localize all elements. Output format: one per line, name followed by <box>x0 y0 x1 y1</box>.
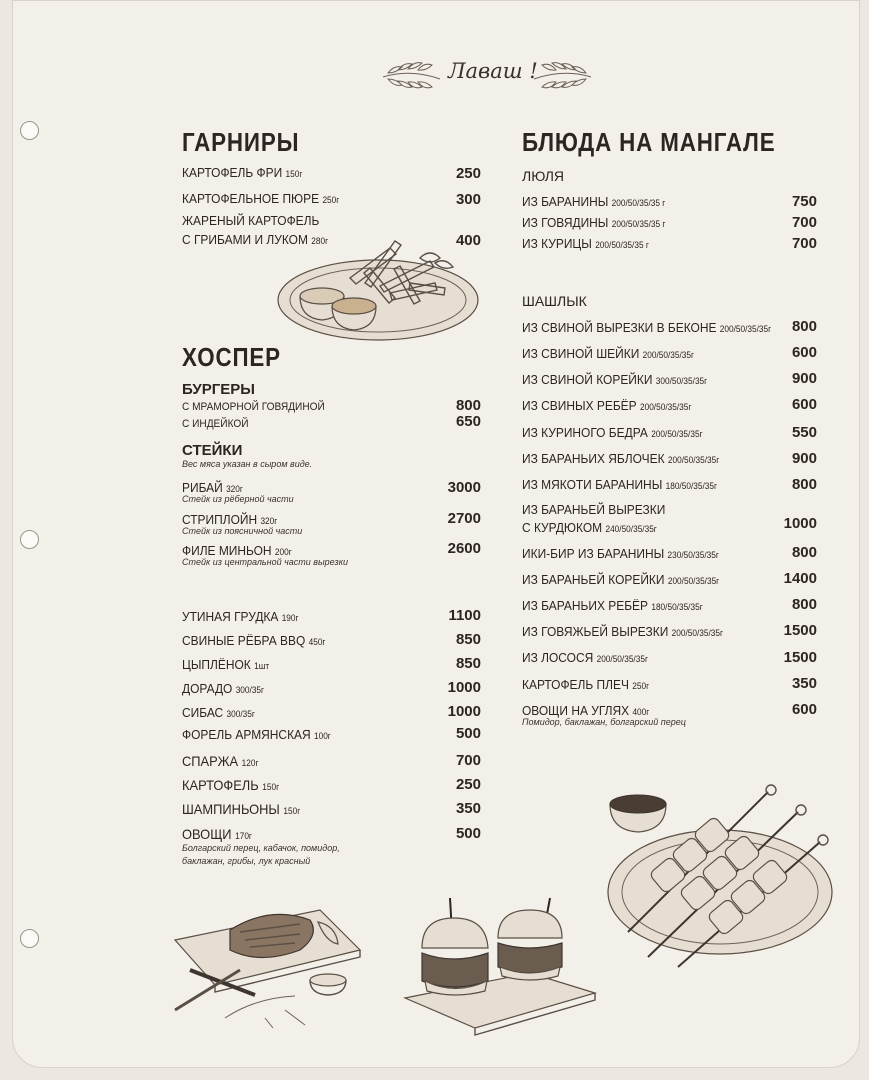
menu-item-price: 800 <box>791 318 817 335</box>
subsection-title-steaks: СТЕЙКИ <box>182 442 243 459</box>
menu-item: С ИНДЕЙКОЙ <box>182 418 249 430</box>
menu-item-price: 700 <box>791 214 817 231</box>
menu-item-price: 1000 <box>783 515 817 532</box>
menu-item-price: 2700 <box>447 510 481 527</box>
menu-item-price: 1400 <box>783 570 817 587</box>
menu-item: РИБАЙ 320г <box>182 480 243 495</box>
menu-item-price: 600 <box>791 701 817 718</box>
menu-item-price: 2600 <box>447 540 481 557</box>
menu-item-price: 700 <box>791 235 817 252</box>
menu-item-price: 900 <box>791 450 817 467</box>
menu-item: ИЗ БАРАНИНЫ 200/50/35/35 г <box>522 194 666 209</box>
fries-illustration <box>270 238 486 348</box>
menu-item: ИЗ ЛОСОСЯ 200/50/35/35г <box>522 650 648 665</box>
menu-item-price: 650 <box>455 413 481 430</box>
menu-item: ИЗ КУРИЦЫ 200/50/35/35 г <box>522 236 649 251</box>
menu-item: ОВОЩИ НА УГЛЯХ 400г <box>522 703 650 718</box>
menu-item: СПАРЖА 120г <box>182 753 259 769</box>
menu-item-price: 550 <box>791 424 817 441</box>
menu-item-price: 800 <box>791 476 817 493</box>
menu-item-price: 850 <box>455 631 481 648</box>
menu-item: СИБАС 300/35г <box>182 705 255 720</box>
menu-item-price: 750 <box>791 193 817 210</box>
section-title-hosper: ХОСПЕР <box>182 342 281 372</box>
menu-item-line1: ИЗ БАРАНЬЕЙ ВЫРЕЗКИ <box>522 502 666 517</box>
binder-hole-bottom <box>20 929 39 948</box>
menu-item: ИЗ ГОВЯДИНЫ 200/50/35/35 г <box>522 215 666 230</box>
menu-item: ИЗ СВИНЫХ РЕБЁР 200/50/35/35г <box>522 398 692 413</box>
menu-item: ФОРЕЛЬ АРМЯНСКАЯ 100г <box>182 727 331 742</box>
menu-item-price: 800 <box>791 544 817 561</box>
menu-item-note: Помидор, баклажан, болгарский перец <box>522 717 686 727</box>
menu-item: ИЗ СВИНОЙ ШЕЙКИ 200/50/35/35г <box>522 346 695 361</box>
menu-item-price: 600 <box>791 396 817 413</box>
menu-item: ИЗ КУРИНОГО БЕДРА 200/50/35/35г <box>522 425 703 440</box>
logo <box>378 55 596 105</box>
menu-item: ОВОЩИ 170г <box>182 826 252 842</box>
menu-item: С КУРДЮКОМ 240/50/35/35г <box>522 520 657 535</box>
menu-item-price: 3000 <box>447 479 481 496</box>
menu-item-price: 1100 <box>448 607 481 624</box>
menu-item: ИЗ СВИНОЙ КОРЕЙКИ 300/50/35/35г <box>522 372 708 387</box>
menu-item: УТИНАЯ ГРУДКА 190г <box>182 609 299 624</box>
menu-item-price: 400 <box>455 232 481 249</box>
menu-item-price: 600 <box>791 344 817 361</box>
menu-item: КАРТОФЕЛЬ 150г <box>182 777 280 793</box>
menu-item: ИЗ СВИНОЙ ВЫРЕЗКИ В БЕКОНЕ 200/50/35/35г <box>522 320 772 335</box>
menu-item-price: 850 <box>455 655 481 672</box>
menu-item: ИЗ БАРАНЬИХ РЕБЁР 180/50/35/35г <box>522 598 703 613</box>
menu-item-price: 1000 <box>447 703 481 720</box>
menu-item-price: 700 <box>455 752 481 769</box>
menu-item-price: 300 <box>455 191 481 208</box>
menu-item: С МРАМОРНОЙ ГОВЯДИНОЙ <box>182 401 325 413</box>
menu-item: ИЗ БАРАНЬЕЙ КОРЕЙКИ 200/50/35/35г <box>522 572 720 587</box>
binder-hole-middle <box>20 530 39 549</box>
steak-board-illustration <box>170 900 370 1035</box>
menu-item: ФИЛЕ МИНЬОН 200г <box>182 543 292 558</box>
menu-item-note: Стейк из поясничной части <box>182 526 303 536</box>
subsection-title-lyulya: ЛЮЛЯ <box>522 168 564 184</box>
menu-item: С ГРИБАМИ И ЛУКОМ 280г <box>182 232 329 247</box>
logo-text: Лаваш ! <box>448 59 538 83</box>
menu-item: КАРТОФЕЛЬНОЕ ПЮРЕ 250г <box>182 191 340 206</box>
menu-item-price: 350 <box>791 675 817 692</box>
menu-item-note: Стейк из центральной части вырезки <box>182 557 348 567</box>
menu-item: ИЗ БАРАНЬИХ ЯБЛОЧЕК 200/50/35/35г <box>522 451 720 466</box>
section-title-grill: БЛЮДА НА МАНГАЛЕ <box>522 127 776 157</box>
menu-item: КАРТОФЕЛЬ ФРИ 150г <box>182 165 303 180</box>
menu-item-price: 350 <box>455 800 481 817</box>
subsection-title-shashlik: ШАШЛЫК <box>522 293 587 309</box>
menu-item-note: Болгарский перец, кабачок, помидор, <box>182 843 340 853</box>
menu-item-price: 500 <box>455 725 481 742</box>
menu-item: ШАМПИНЬОНЫ 150г <box>182 801 301 817</box>
menu-item: ИЗ ГОВЯЖЬЕЙ ВЫРЕЗКИ 200/50/35/35г <box>522 624 724 639</box>
steaks-note: Вес мяса указан в сыром виде. <box>182 459 313 469</box>
menu-item-price: 800 <box>791 596 817 613</box>
menu-item-note: баклажан, грибы, лук красный <box>182 856 311 866</box>
menu-item: ДОРАДО 300/35г <box>182 681 265 696</box>
binder-hole-top <box>20 121 39 140</box>
menu-item-price: 1000 <box>447 679 481 696</box>
menu-item-price: 900 <box>791 370 817 387</box>
menu-item: КАРТОФЕЛЬ ПЛЕЧ 250г <box>522 677 650 692</box>
section-title-garnish: ГАРНИРЫ <box>182 127 300 157</box>
menu-item: ИЗ МЯКОТИ БАРАНИНЫ 180/50/35/35г <box>522 477 717 492</box>
menu-item-price: 500 <box>455 825 481 842</box>
menu-item-price: 250 <box>455 165 481 182</box>
menu-item-line1: ЖАРЕНЫЙ КАРТОФЕЛЬ <box>182 213 320 228</box>
burgers-illustration <box>400 893 600 1038</box>
menu-item: СВИНЫЕ РЁБРА BBQ 450г <box>182 633 326 648</box>
menu-item-note: Стейк из рёберной части <box>182 494 294 504</box>
menu-item-price: 250 <box>455 776 481 793</box>
menu-item-price: 1500 <box>783 649 817 666</box>
menu-item-price: 800 <box>455 397 481 414</box>
menu-item: ИКИ-БИР ИЗ БАРАНИНЫ 230/50/35/35г <box>522 546 719 561</box>
menu-item-price: 1500 <box>783 622 817 639</box>
subsection-title-burgers: БУРГЕРЫ <box>182 381 255 398</box>
menu-item: ЦЫПЛЁНОК 1шт <box>182 657 270 672</box>
menu-item: СТРИПЛОЙН 320г <box>182 512 278 527</box>
kebab-illustration <box>588 782 833 972</box>
